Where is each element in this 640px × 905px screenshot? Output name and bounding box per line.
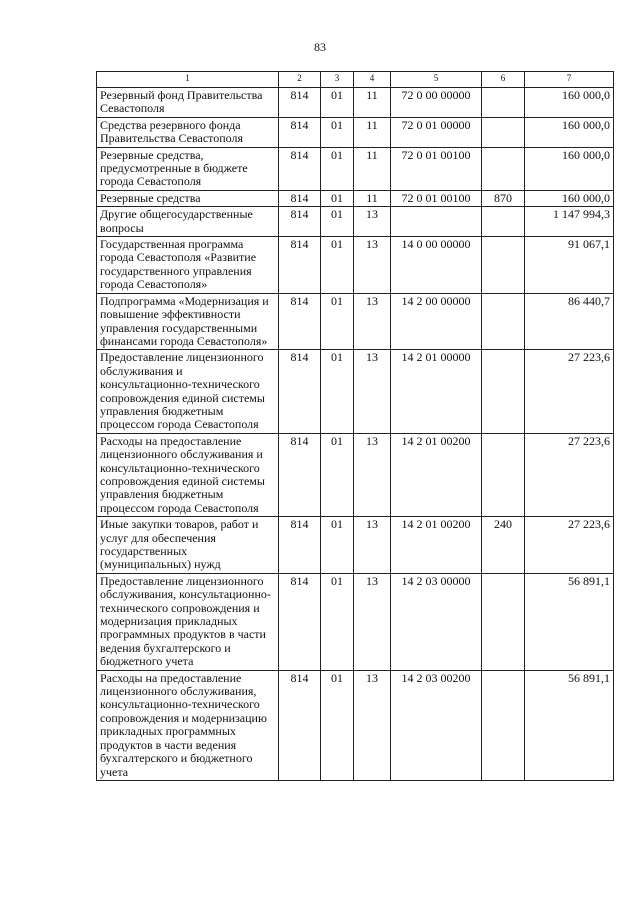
target-article-code: 14 0 00 00000	[391, 237, 482, 294]
target-article-code: 14 2 01 00200	[391, 433, 482, 516]
table-row	[97, 350, 614, 433]
column-header: 3	[321, 72, 354, 88]
table-row	[97, 573, 614, 670]
amount: 160 000,0	[525, 147, 614, 190]
section-code: 01	[321, 207, 354, 237]
expense-type-code: 240	[482, 517, 525, 574]
admin-code: 814	[279, 350, 321, 433]
subsection-code: 11	[354, 147, 391, 190]
amount: 56 891,1	[525, 573, 614, 670]
subsection-code: 11	[354, 117, 391, 147]
subsection-code: 13	[354, 670, 391, 780]
target-article-code: 14 2 01 00200	[391, 517, 482, 574]
expense-type-code: 870	[482, 190, 525, 206]
row-name: Резервные средства	[97, 190, 279, 206]
target-article-code: 14 2 01 00000	[391, 350, 482, 433]
amount: 1 147 994,3	[525, 207, 614, 237]
amount: 160 000,0	[525, 88, 614, 118]
row-name: Государственная программа города Севастополя «Развитие государственного управления города Севастополя»	[97, 237, 279, 294]
table-row	[97, 237, 614, 294]
table-header-row	[97, 72, 614, 88]
target-article-code: 14 2 03 00000	[391, 573, 482, 670]
admin-code: 814	[279, 207, 321, 237]
target-article-code: 72 0 00 00000	[391, 88, 482, 118]
row-name: Расходы на предоставление лицензионного обслуживания и консультационно-технического сопровождения единой системы управления бюджетным процессом города Севастополя	[97, 433, 279, 516]
column-header: 4	[354, 72, 391, 88]
table-row	[97, 88, 614, 118]
amount: 27 223,6	[525, 350, 614, 433]
row-name: Резервные средства, предусмотренные в бюджете города Севастополя	[97, 147, 279, 190]
budget-table	[96, 71, 614, 781]
target-article-code: 72 0 01 00100	[391, 147, 482, 190]
table-row	[97, 293, 614, 350]
subsection-code: 13	[354, 207, 391, 237]
expense-type-code	[482, 147, 525, 190]
expense-type-code	[482, 207, 525, 237]
amount: 56 891,1	[525, 670, 614, 780]
expense-type-code	[482, 237, 525, 294]
admin-code: 814	[279, 573, 321, 670]
table-row	[97, 517, 614, 574]
subsection-code: 13	[354, 293, 391, 350]
section-code: 01	[321, 350, 354, 433]
column-header: 1	[97, 72, 279, 88]
section-code: 01	[321, 117, 354, 147]
subsection-code: 11	[354, 190, 391, 206]
table-row	[97, 190, 614, 206]
target-article-code: 14 2 00 00000	[391, 293, 482, 350]
target-article-code: 72 0 01 00100	[391, 190, 482, 206]
expense-type-code	[482, 670, 525, 780]
expense-type-code	[482, 117, 525, 147]
subsection-code: 13	[354, 350, 391, 433]
section-code: 01	[321, 293, 354, 350]
target-article-code	[391, 207, 482, 237]
subsection-code: 13	[354, 237, 391, 294]
table-row	[97, 147, 614, 190]
section-code: 01	[321, 670, 354, 780]
column-header: 2	[279, 72, 321, 88]
admin-code: 814	[279, 147, 321, 190]
expense-type-code	[482, 88, 525, 118]
admin-code: 814	[279, 117, 321, 147]
row-name: Предоставление лицензионного обслуживания, консультационно-технического сопровождения и модернизация прикладных программных продуктов в части ведения бухгалтерского и бюджетного учета	[97, 573, 279, 670]
amount: 27 223,6	[525, 433, 614, 516]
column-header: 7	[525, 72, 614, 88]
section-code: 01	[321, 517, 354, 574]
subsection-code: 11	[354, 88, 391, 118]
expense-type-code	[482, 293, 525, 350]
section-code: 01	[321, 237, 354, 294]
amount: 91 067,1	[525, 237, 614, 294]
row-name: Средства резервного фонда Правительства Севастополя	[97, 117, 279, 147]
row-name: Подпрограмма «Модернизация и повышение эффективности управления государственными финансами города Севастополя»	[97, 293, 279, 350]
admin-code: 814	[279, 293, 321, 350]
amount: 86 440,7	[525, 293, 614, 350]
row-name: Другие общегосударственные вопросы	[97, 207, 279, 237]
admin-code: 814	[279, 517, 321, 574]
column-header: 6	[482, 72, 525, 88]
row-name: Иные закупки товаров, работ и услуг для обеспечения государственных (муниципальных) нужд	[97, 517, 279, 574]
amount: 160 000,0	[525, 117, 614, 147]
amount: 27 223,6	[525, 517, 614, 574]
subsection-code: 13	[354, 517, 391, 574]
column-header: 5	[391, 72, 482, 88]
admin-code: 814	[279, 88, 321, 118]
row-name: Расходы на предоставление лицензионного обслуживания, консультационно-технического сопровождения и модернизацию прикладных программных продуктов в части ведения бухгалтерского и бюджетного учета	[97, 670, 279, 780]
section-code: 01	[321, 88, 354, 118]
row-name: Предоставление лицензионного обслуживания и консультационно-технического сопровождения единой системы управления бюджетным процессом города Севастополя	[97, 350, 279, 433]
table-row	[97, 670, 614, 780]
subsection-code: 13	[354, 433, 391, 516]
subsection-code: 13	[354, 573, 391, 670]
admin-code: 814	[279, 433, 321, 516]
admin-code: 814	[279, 190, 321, 206]
section-code: 01	[321, 190, 354, 206]
section-code: 01	[321, 433, 354, 516]
target-article-code: 14 2 03 00200	[391, 670, 482, 780]
section-code: 01	[321, 573, 354, 670]
table-row	[97, 207, 614, 237]
section-code: 01	[321, 147, 354, 190]
page-number: 83	[314, 40, 326, 54]
table-row	[97, 117, 614, 147]
table-row	[97, 433, 614, 516]
row-name: Резервный фонд Правительства Севастополя	[97, 88, 279, 118]
target-article-code: 72 0 01 00000	[391, 117, 482, 147]
amount: 160 000,0	[525, 190, 614, 206]
admin-code: 814	[279, 237, 321, 294]
admin-code: 814	[279, 670, 321, 780]
expense-type-code	[482, 350, 525, 433]
expense-type-code	[482, 573, 525, 670]
expense-type-code	[482, 433, 525, 516]
